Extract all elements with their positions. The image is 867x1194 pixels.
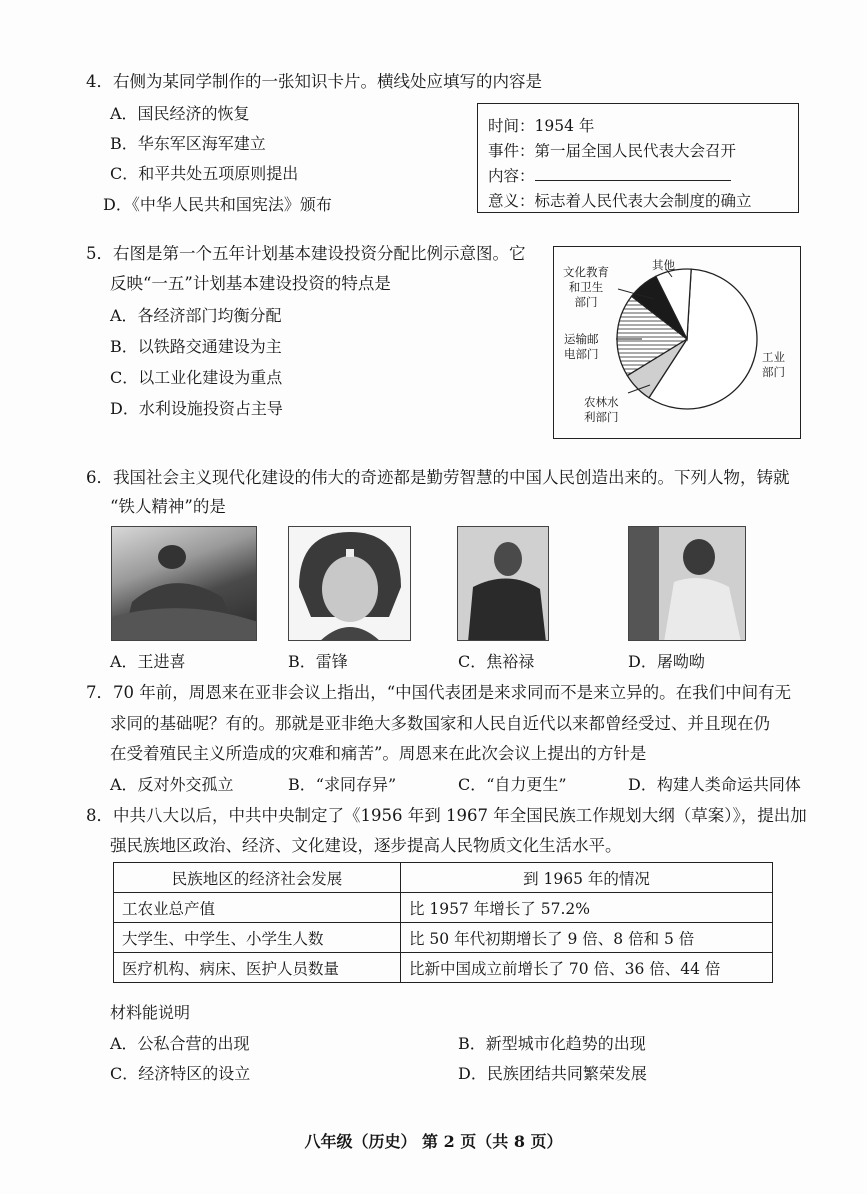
photo-jiao-yulu-figure [458,527,549,641]
table-cell: 医疗机构、病床、医护人员数量 [114,953,401,983]
table-row [114,923,773,953]
card-content-label: 内容： [488,167,535,185]
q8-option-d[interactable]: D．民族团结共同繁荣发展 [458,1064,647,1083]
q5-option-c[interactable]: C．以工业化建设为重点 [110,368,283,387]
q7-option-a[interactable]: A．反对外交孤立 [110,775,234,794]
pie-label-transport: 运输邮 电部门 [564,332,599,361]
q5-option-a[interactable]: A．各经济部门均衡分配 [110,306,282,325]
photo-wang-jinxi [111,526,257,641]
pie-label-agri: 农林水 利部门 [584,395,619,424]
card-meaning: 意义：标志着人民代表大会制度的确立 [488,192,752,210]
table-header-row [114,863,773,893]
q6-option-d[interactable]: D．屠呦呦 [628,652,705,671]
q4-option-a[interactable]: A．国民经济的恢复 [110,104,250,123]
knowledge-card [477,103,799,213]
table-row [114,893,773,923]
q4-stem: 4．右侧为某同学制作的一张知识卡片。横线处应填写的内容是 [86,72,542,91]
table-cell: 大学生、中学生、小学生人数 [114,923,401,953]
photo-wang-jinxi-figure [112,527,257,641]
q7-line1: 7．70 年前，周恩来在亚非会议上指出，“中国代表团是来求同而不是来立异的。在我们中间有无 [86,683,792,702]
q5-stem-line2: 反映“一五”计划基本建设投资的特点是 [110,274,391,293]
q8-line1: 8．中共八大以后，中共中央制定了《1956 年到 1967 年全国民族工作规划大纲（草案）》，提出加 [86,806,807,825]
q5-option-b[interactable]: B．以铁路交通建设为主 [110,337,282,356]
q8-line2: 强民族地区政治、经济、文化建设，逐步提高人民物质文化生活水平。 [110,836,622,855]
photo-lei-feng [288,526,411,641]
q8-table [113,862,773,983]
q4-option-c[interactable]: C．和平共处五项原则提出 [110,164,299,183]
page-footer: 八年级（历史） 第 2 页（共 8 页） [304,1132,563,1151]
q8-option-b[interactable]: B．新型城市化趋势的出现 [458,1034,646,1053]
q5-option-d[interactable]: D．水利设施投资占主导 [110,399,283,418]
q5-stem-line1: 5．右图是第一个五年计划基本建设投资分配比例示意图。它 [86,244,526,263]
photo-jiao-yulu [457,526,549,641]
table-cell: 工农业总产值 [114,893,401,923]
photo-lei-feng-figure [289,527,411,641]
table-header-cell: 到 1965 年的情况 [401,863,773,893]
q8-after-text: 材料能说明 [110,1003,191,1022]
photo-tu-youyou-figure [629,527,746,641]
q6-stem-line1: 6．我国社会主义现代化建设的伟大的奇迹都是勤劳智慧的中国人民创造出来的。下列人物，铸就 [86,468,790,487]
pie-label-culture: 文化教育 和卫生 部门 [563,265,609,309]
table-cell: 比 1957 年增长了 57.2% [401,893,773,923]
investment-pie-chart [553,246,801,439]
card-time: 时间：1954 年 [488,117,595,135]
card-blank-line [535,166,731,181]
card-event: 事件：第一届全国人民代表大会召开 [488,142,737,160]
q6-option-b[interactable]: B．雷锋 [288,652,348,671]
table-cell: 比 50 年代初期增长了 9 倍、8 倍和 5 倍 [401,923,773,953]
photo-tu-youyou [628,526,746,641]
q7-line2: 求同的基础呢？有的。那就是亚非绝大多数国家和人民自近代以来都曾经受过、并且现在仍 [110,714,770,733]
table-cell: 比新中国成立前增长了 70 倍、36 倍、44 倍 [401,953,773,983]
q4-option-b[interactable]: B．华东军区海军建立 [110,134,266,153]
table-header-cell: 民族地区的经济社会发展 [114,863,401,893]
q8-option-a[interactable]: A．公私合营的出现 [110,1034,250,1053]
q7-option-b[interactable]: B．“求同存异” [288,775,397,794]
q7-option-c[interactable]: C．“自力更生” [458,775,567,794]
q4-option-d[interactable]: D．《中华人民共和国宪法》颁布 [103,195,332,214]
pie-label-other: 其他 [652,258,675,272]
q6-option-a[interactable]: A．王进喜 [110,652,186,671]
q6-option-c[interactable]: C．焦裕禄 [458,652,535,671]
q7-line3: 在受着殖民主义所造成的灾难和痛苦”。周恩来在此次会议上提出的方针是 [110,744,647,763]
card-content-row [488,164,731,186]
pie-label-industry: 工业 部门 [762,350,785,379]
q6-stem-line2: “铁人精神”的是 [110,497,226,516]
q8-option-c[interactable]: C．经济特区的设立 [110,1064,251,1083]
q7-option-d[interactable]: D．构建人类命运共同体 [628,775,801,794]
table-row [114,953,773,983]
